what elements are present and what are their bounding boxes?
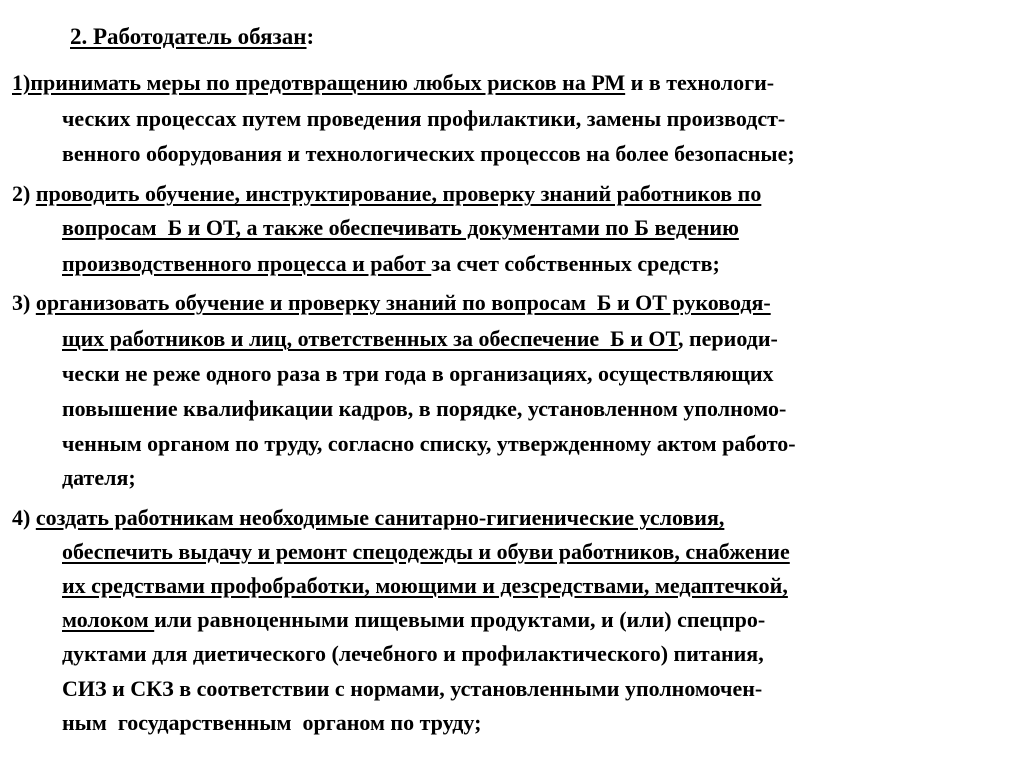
list-item-line: чески не реже одного раза в три года в организациях, осуществляющих <box>62 361 774 386</box>
list-item-line: 2) проводить обучение, инструктирование, проверку знаний работников по <box>12 181 762 206</box>
page-title: 2. Работодатель обязан: <box>70 24 315 49</box>
list-item-line: обеспечить выдачу и ремонт спецодежды и обуви работников, снабжение <box>62 539 790 564</box>
list-item-line: дуктами для диетического (лечебного и профилактического) питания, <box>62 641 764 666</box>
list-item-line: вопросам Б и ОТ, а также обеспечивать документами по Б ведению <box>62 215 739 240</box>
list-item-line: 3) организовать обучение и проверку знаний по вопросам Б и ОТ руководя- <box>12 290 771 315</box>
list-item-line: венного оборудования и технологических процессов на более безопасные; <box>62 141 795 166</box>
list-item-line: производственного процесса и работ за счет собственных средств; <box>62 251 720 276</box>
list-item-line: повышение квалификации кадров, в порядке, установленном уполномо- <box>62 396 787 421</box>
list-item-line: ным государственным органом по труду; <box>62 710 482 735</box>
list-item-line: дателя; <box>62 465 136 490</box>
list-item-line: ческих процессах путем проведения профилактики, замены производст- <box>62 106 786 131</box>
list-item-line: ченным органом по труду, согласно списку, утвержденному актом работо- <box>62 431 796 456</box>
list-item-line: их средствами профобработки, моющими и дезсредствами, медаптечкой, <box>62 573 788 598</box>
list-item-line: 4) создать работникам необходимые санитарно-гигиенические условия, <box>12 505 725 530</box>
list-item-line: молоком или равноценными пищевыми продуктами, и (или) спецпро- <box>62 607 766 632</box>
list-item-line: СИЗ и СКЗ в соответствии с нормами, установленными уполномочен- <box>62 676 763 701</box>
list-item-line: 1)принимать меры по предотвращению любых рисков на РМ и в технологи- <box>12 70 775 95</box>
list-item-line: щих работников и лиц, ответственных за обеспечение Б и ОТ, периоди- <box>62 326 778 351</box>
